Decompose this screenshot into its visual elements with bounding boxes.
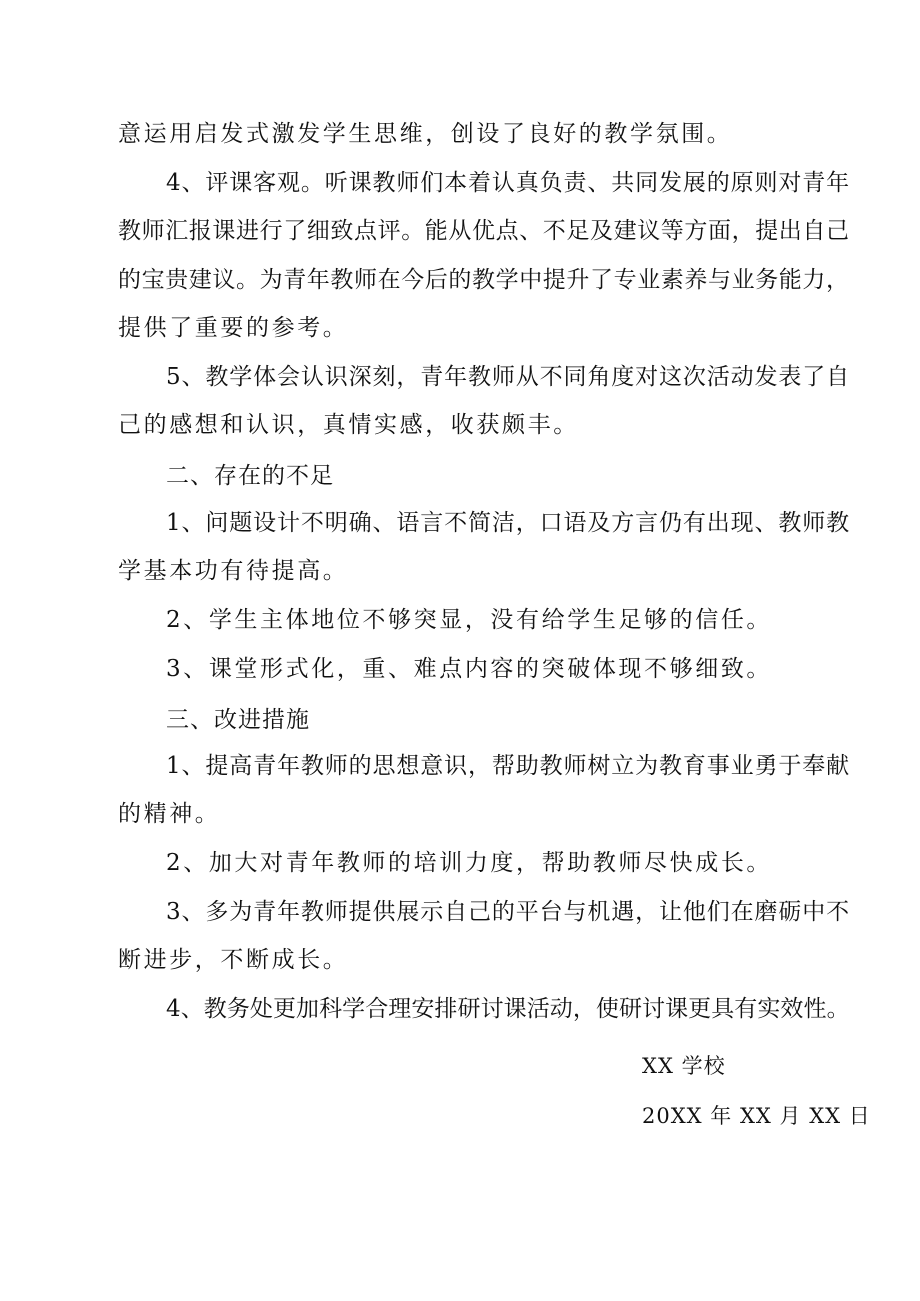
- paragraph-line: 3、课堂形式化，重、难点内容的突破体现不够细致。: [166, 656, 773, 682]
- paragraph-line: 意运用启发式激发学生思维，创设了良好的教学氛围。: [118, 121, 733, 147]
- paragraph-line: 4、评课客观。听课教师们本着认真负责、共同发展的原则对青年: [166, 170, 851, 196]
- paragraph-line: 己的感想和认识，真情实感，收获颇丰。: [118, 412, 579, 438]
- paragraph-line: 学基本功有待提高。: [118, 558, 349, 584]
- signature-date: 20XX 年 XX 月 XX 日: [642, 1104, 871, 1128]
- paragraph-line: 的宝贵建议。为青年教师在今后的教学中提升了专业素养与业务能力，: [118, 267, 850, 293]
- paragraph-line: 3、多为青年教师提供展示自己的平台与机遇，让他们在磨砺中不: [166, 899, 851, 925]
- signature-school: XX 学校: [642, 1054, 726, 1078]
- section-heading: 二、存在的不足: [166, 463, 334, 489]
- paragraph-line: 提供了重要的参考。: [118, 315, 349, 341]
- paragraph-line: 5、教学体会认识深刻，青年教师从不同角度对这次活动发表了自: [166, 364, 851, 390]
- paragraph-line: 4、教务处更加科学合理安排研讨课活动，使研讨课更具有实效性。: [166, 996, 850, 1022]
- paragraph-line: 1、提高青年教师的思想意识，帮助教师树立为教育事业勇于奉献: [166, 753, 851, 779]
- paragraph-line: 的精神。: [118, 801, 221, 827]
- paragraph-line: 2、加大对青年教师的培训力度，帮助教师尽快成长。: [166, 850, 773, 876]
- paragraph-line: 教师汇报课进行了细致点评。能从优点、不足及建议等方面，提出自己: [118, 218, 850, 244]
- paragraph-line: 2、学生主体地位不够突显，没有给学生足够的信任。: [166, 607, 773, 633]
- paragraph-line: 断进步，不断成长。: [118, 947, 349, 973]
- paragraph-line: 1、问题设计不明确、语言不简洁，口语及方言仍有出现、教师教: [166, 510, 851, 536]
- section-heading: 三、改进措施: [166, 707, 310, 733]
